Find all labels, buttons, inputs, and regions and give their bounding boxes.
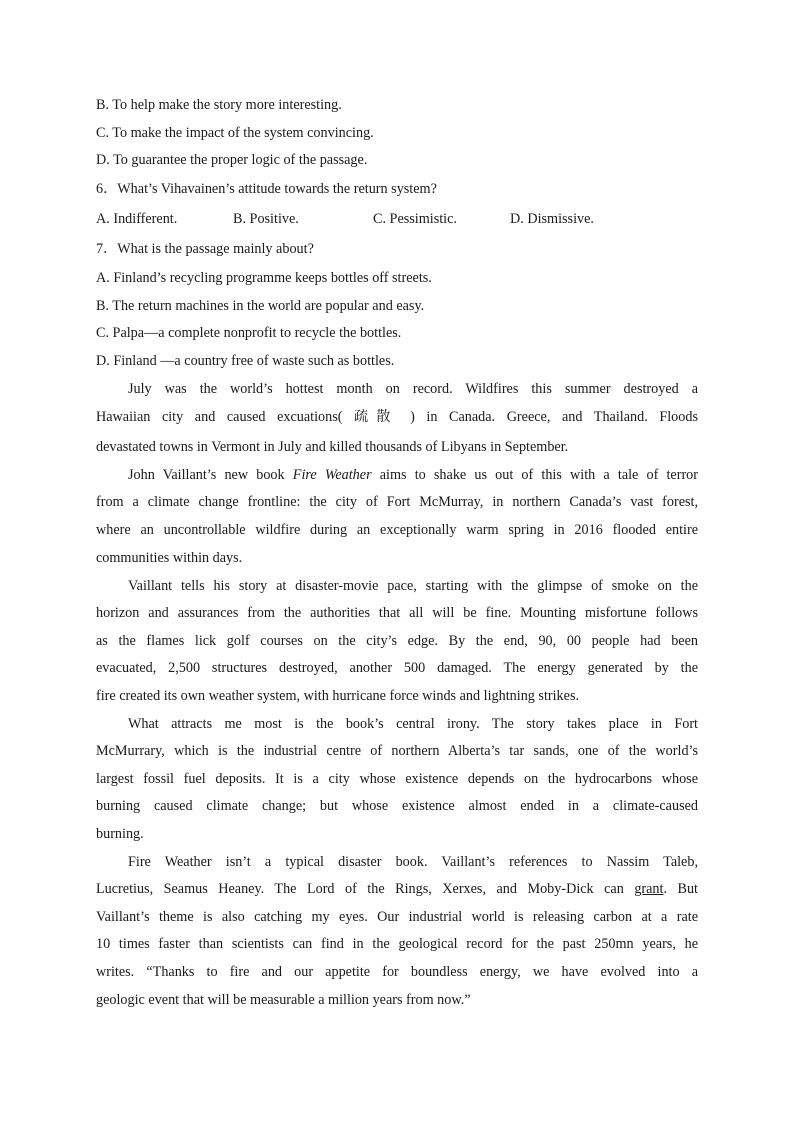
q6-option-c: C. Pessimistic. [373, 211, 457, 227]
q5-option-d: D. To guarantee the proper logic of the passage. [96, 152, 368, 168]
passage-p1-line2: Hawaiian city and caused excuations( 疏散 ) in Canada. Greece, and Thailand. Floods [96, 409, 698, 425]
p2-text-b: aims to shake us out of this with a tale of terror [371, 467, 698, 483]
q6-stem: 6．What’s Vihavainen’s attitude towards the return system? [96, 181, 437, 197]
passage-p5-line1: Fire Weather isn’t a typical disaster book. Vaillant’s references to Nassim Taleb, [128, 854, 698, 870]
passage-p3-line5: fire created its own weather system, with hurricane force winds and lightning strikes. [96, 688, 580, 704]
q6-option-b: B. Positive. [233, 211, 299, 227]
passage-p4-line1: What attracts me most is the book’s central irony. The story takes place in Fort [128, 716, 698, 732]
passage-p2-line1 [128, 465, 698, 485]
passage-p3-line3: as the flames lick golf courses on the city’s edge. By the end, 90, 00 people had been [96, 633, 698, 649]
passage-p3-line1: Vaillant tells his story at disaster-movie pace, starting with the glimpse of smoke on the [128, 578, 698, 594]
q5-option-b: B. To help make the story more interesting. [96, 97, 342, 113]
passage-p2-line2: from a climate change frontline: the city of Fort McMurray, in northern Canada’s vast forest, [96, 494, 698, 510]
passage-p4-line5: burning. [96, 826, 144, 842]
passage-p4-line2: McMurrary, which is the industrial centre of northern Alberta’s tar sands, one of the world’s [96, 743, 698, 759]
passage-p3-line4: evacuated, 2,500 structures destroyed, another 500 damaged. The energy generated by the [96, 660, 698, 676]
q7-option-b: B. The return machines in the world are popular and easy. [96, 298, 425, 314]
q5-option-c: C. To make the impact of the system convincing. [96, 125, 374, 141]
q6-option-d: D. Dismissive. [510, 211, 594, 227]
passage-p5-line3: Vaillant’s theme is also catching my eyes. Our industrial world is releasing carbon at a rate [96, 909, 698, 925]
book-title: Fire Weather [292, 467, 372, 483]
passage-p5-line5: writes. “Thanks to fire and our appetite for boundless energy, we have evolved into a [96, 964, 698, 980]
passage-p1-line3: devastated towns in Vermont in July and killed thousands of Libyans in September. [96, 439, 569, 455]
underlined-word: grant [634, 881, 664, 897]
passage-p3-line2: horizon and assurances from the authorities that all will be fine. Mounting misfortune follows [96, 605, 698, 621]
passage-p5-line6: geologic event that will be measurable a million years from now.” [96, 992, 471, 1008]
q7-option-d: D. Finland —a country free of waste such as bottles. [96, 353, 395, 369]
p5-text-b: . But [663, 881, 698, 897]
q6-options [96, 209, 698, 229]
q7-option-c: C. Palpa—a complete nonprofit to recycle the bottles. [96, 325, 402, 341]
q7-option-a: A. Finland’s recycling programme keeps bottles off streets. [96, 270, 432, 286]
p2-text-a: John Vaillant’s new book [128, 467, 293, 483]
p5-text-a: Lucretius, Seamus Heaney. The Lord of the Rings, Xerxes, and Moby-Dick can [96, 881, 635, 897]
q6-option-a: A. Indifferent. [96, 211, 178, 227]
passage-p2-line4: communities within days. [96, 550, 243, 566]
q7-stem: 7．What is the passage mainly about? [96, 241, 314, 257]
passage-p1-line1: July was the world’s hottest month on record. Wildfires this summer destroyed a [128, 381, 698, 397]
passage-p4-line3: largest fossil fuel deposits. It is a city whose existence depends on the hydrocarbons whose [96, 771, 698, 787]
passage-p2-line3: where an uncontrollable wildfire during an exceptionally warm spring in 2016 flooded entire [96, 522, 698, 538]
passage-p5-line2 [96, 879, 698, 899]
passage-p5-line4: 10 times faster than scientists can find in the geological record for the past 250mn years, he [96, 936, 698, 952]
passage-p4-line4: burning caused climate change; but whose existence almost ended in a climate-caused [96, 798, 698, 814]
